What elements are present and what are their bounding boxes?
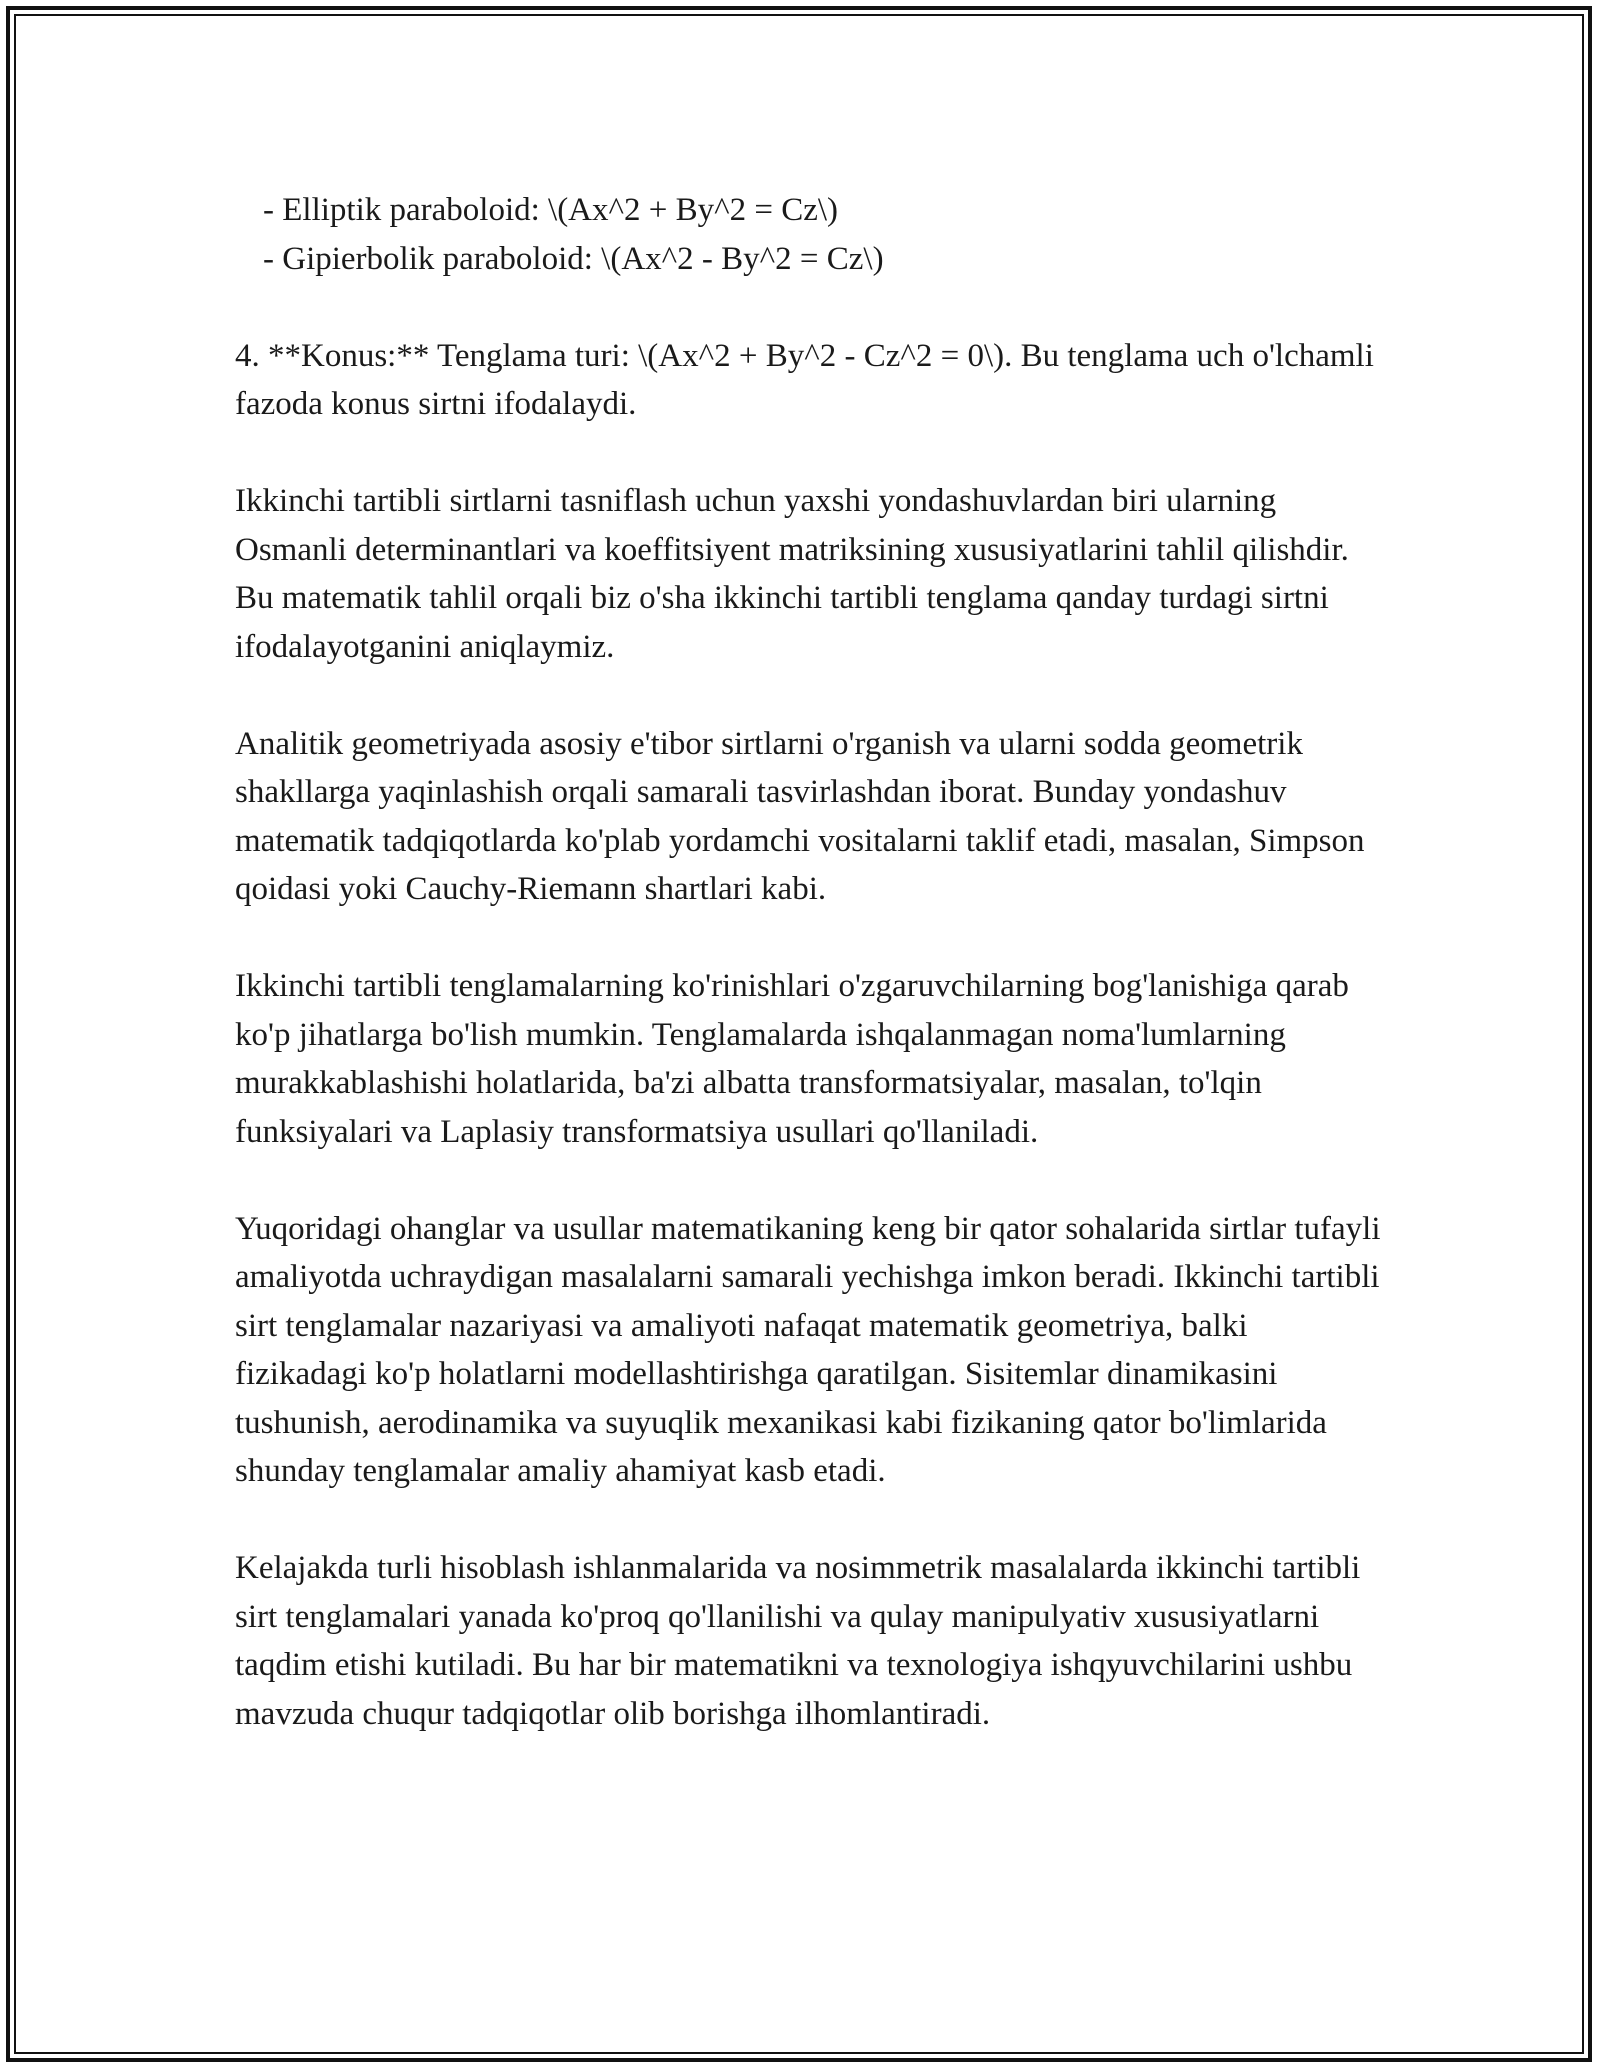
paragraph-analytic-geometry: Analitik geometriyada asosiy e'tibor sirtlarni o'rganish va ularni sodda geometrik shakllarga yaqinlashish orqali samarali tasvirlashdan iborat. Bunday yondashuv matematik tadqiqotlarda ko'plab yordamchi vositalarni taklif etadi, masalan, Simpson qoidasi yoki Cauchy-Riemann shartlari kabi. (235, 725, 1365, 907)
paragraph-applications: Yuqoridagi ohanglar va usullar matematikaning keng bir qator sohalarida sirtlar tufayli amaliyotda uchraydigan masalalarni samarali yechishga imkon beradi. Ikkinchi tartibli sirt tenglamalar nazariyasi va amaliyoti nafaqat matematik geometriya, balki fizikadagi ko'p holatlarni modellashtirishga qaratilgan. Sisitemlar dinamikasini tushunish, aerodinamika va suyuqlik mexanikasi kabi fizikaning qator bo'limlarida shunday tenglamalar amaliy ahamiyat kasb etadi. (235, 1210, 1381, 1489)
bullet-list (235, 186, 1385, 283)
paragraph-classification: Ikkinchi tartibli sirtlarni tasniflash uchun yaxshi yondashuvlardan biri ularning Osmanli determinantlari va koeffitsiyent matriksining xususiyatlarini tahlil qilishdir. Bu matematik tahlil orqali biz o'sha ikkinchi tartibli tenglama qanday turdagi sirtni ifodalayotganini aniqlaymiz. (235, 483, 1349, 665)
bullet-elliptic-paraboloid: - Elliptik paraboloid: \(Ax^2 + By^2 = Cz\) (263, 192, 839, 228)
paragraph-equation-forms: Ikkinchi tartibli tenglamalarning ko'rinishlari o'zgaruvchilarning bog'lanishiga qarab ko'p jihatlarga bo'lish mumkin. Tenglamalarda ishqalanmagan noma'lumlarning murakkablashishi holatlarida, ba'zi albatta transformatsiyalar, masalan, to'lqin funksiyalari va Laplasiy transformatsiya usullari qo'llaniladi. (235, 968, 1349, 1150)
document-body (235, 186, 1385, 1738)
bullet-hyperbolic-paraboloid: - Gipierbolik paraboloid: \(Ax^2 - By^2 = Cz\) (263, 240, 884, 277)
paragraph-future: Kelajakda turli hisoblash ishlanmalarida va nosimmetrik masalalarda ikkinchi tartibli sirt tenglamalari yanada ko'proq qo'llanilishi va qulay manipulyativ xususiyatlarni taqdim etishi kutiladi. Bu har bir matematikni va texnologiya ishqyuvchilarini ushbu mavzuda chuqur tadqiqotlar olib borishga ilhomlantiradi. (235, 1550, 1361, 1732)
paragraph-cone: 4. **Konus:** Tenglama turi: \(Ax^2 + By^2 - Cz^2 = 0\). Bu tenglama uch o'lchamli fazoda konus sirtni ifodalaydi. (235, 337, 1374, 422)
